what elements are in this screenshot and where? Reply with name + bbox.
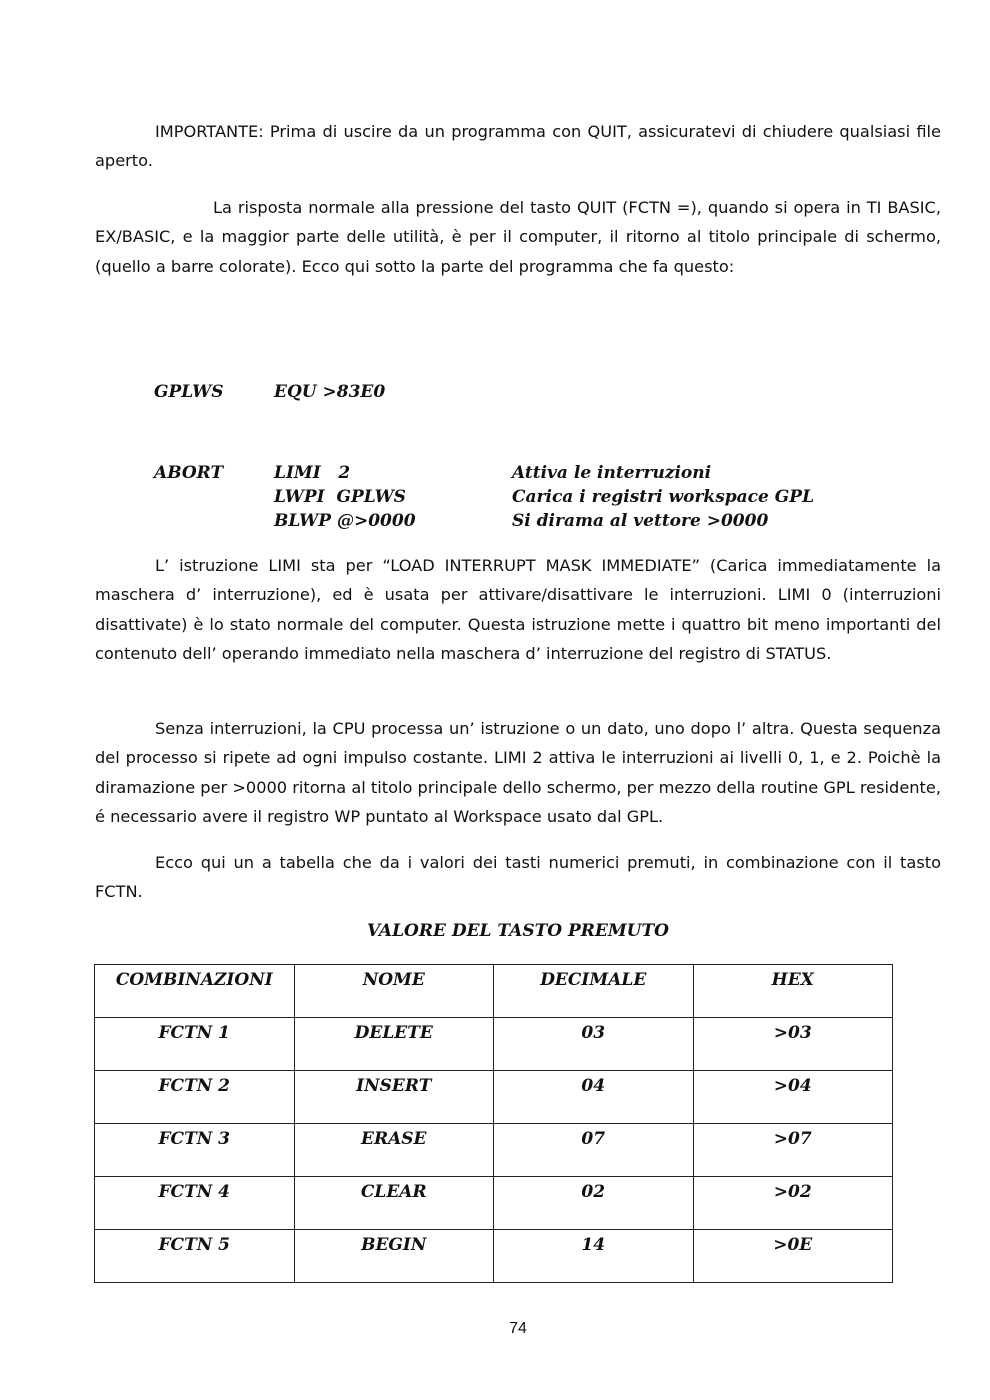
table-cell: INSERT — [294, 1071, 494, 1124]
table-header-cell: DECIMALE — [494, 965, 694, 1018]
code-line-comment: Carica i registri workspace GPL — [512, 487, 815, 507]
code-equ-label: GPLWS — [154, 382, 224, 402]
table-row — [95, 1071, 893, 1124]
code-line-instruction: LIMI 2 — [274, 463, 351, 483]
paragraph-quit-response — [95, 193, 941, 281]
table-row — [95, 1124, 893, 1177]
table-cell: 07 — [494, 1124, 694, 1177]
table-cell: >07 — [693, 1124, 893, 1177]
table-cell: FCTN 2 — [95, 1071, 295, 1124]
table-cell: FCTN 5 — [95, 1230, 295, 1283]
table-cell: BEGIN — [294, 1230, 494, 1283]
table-cell: DELETE — [294, 1018, 494, 1071]
paragraph-quit-response-text: La risposta normale alla pressione del tasto QUIT (FCTN =), quando si opera in TI BASIC, EX/BASIC, e la maggior parte delle utilità, è per il computer, il ritorno al titolo principale di schermo, (quello a barre colorate). Ecco qui sotto la parte del programma che fa questo: — [95, 198, 941, 276]
table-cell: 04 — [494, 1071, 694, 1124]
paragraph-quit-warning-text: IMPORTANTE: Prima di uscire da un programma con QUIT, assicuratevi di chiudere qualsiasi file aperto. — [95, 122, 941, 171]
table-header-cell: NOME — [294, 965, 494, 1018]
table-header-cell: COMBINAZIONI — [95, 965, 295, 1018]
paragraph-limi — [95, 551, 941, 668]
paragraph-interrupts — [95, 714, 941, 831]
table-cell: ERASE — [294, 1124, 494, 1177]
table-cell: >0E — [693, 1230, 893, 1283]
code-line-instruction: BLWP @>0000 — [274, 511, 416, 531]
code-line-comment: Si dirama al vettore >0000 — [512, 511, 769, 531]
paragraph-quit-warning — [95, 117, 941, 176]
table-caption: VALORE DEL TASTO PREMUTO — [367, 921, 669, 941]
table-cell: FCTN 3 — [95, 1124, 295, 1177]
table-row — [95, 1018, 893, 1071]
paragraph-limi-text: L’ istruzione LIMI sta per “LOAD INTERRUPT MASK IMMEDIATE” (Carica immediatamente la maschera d’ interruzione), ed è usata per attivare/disattivare le interruzioni. LIMI 0 (interruzioni disattivate) è lo stato normale del computer. Questa istruzione mette i quattro bit meno importanti del contenuto dell’ operando immediato nella maschera d’ interruzione del registro di STATUS. — [95, 556, 941, 663]
table-row — [95, 1230, 893, 1283]
paragraph-table-intro — [95, 848, 941, 907]
paragraph-table-intro-text: Ecco qui un a tabella che da i valori dei tasti numerici premuti, in combinazione con il tasto FCTN. — [95, 853, 941, 902]
table-cell: FCTN 4 — [95, 1177, 295, 1230]
code-line-comment: Attiva le interruzioni — [512, 463, 712, 483]
table-cell: FCTN 1 — [95, 1018, 295, 1071]
table-row — [95, 1177, 893, 1230]
table-cell: 14 — [494, 1230, 694, 1283]
page-number: 74 — [509, 1320, 527, 1337]
paragraph-interrupts-text: Senza interruzioni, la CPU processa un’ istruzione o un dato, uno dopo l’ altra. Questa sequenza del processo si ripete ad ogni impulso costante. LIMI 2 attiva le interruzioni ai livelli 0, 1, e 2. Poichè la diramazione per >0000 ritorna al titolo principale dello schermo, per mezzo della routine GPL residente, é necessario avere il registro WP puntato al Workspace usato dal GPL. — [95, 719, 941, 826]
code-equ-instruction: EQU >83E0 — [274, 382, 386, 402]
table-cell: 02 — [494, 1177, 694, 1230]
table-header-cell: HEX — [693, 965, 893, 1018]
table-cell: >02 — [693, 1177, 893, 1230]
table-cell: >03 — [693, 1018, 893, 1071]
key-values-table — [94, 964, 893, 1283]
code-abort-label: ABORT — [154, 463, 224, 483]
table-cell: 03 — [494, 1018, 694, 1071]
table-header-row — [95, 965, 893, 1018]
table-cell: CLEAR — [294, 1177, 494, 1230]
table-cell: >04 — [693, 1071, 893, 1124]
code-line-instruction: LWPI GPLWS — [274, 487, 406, 507]
